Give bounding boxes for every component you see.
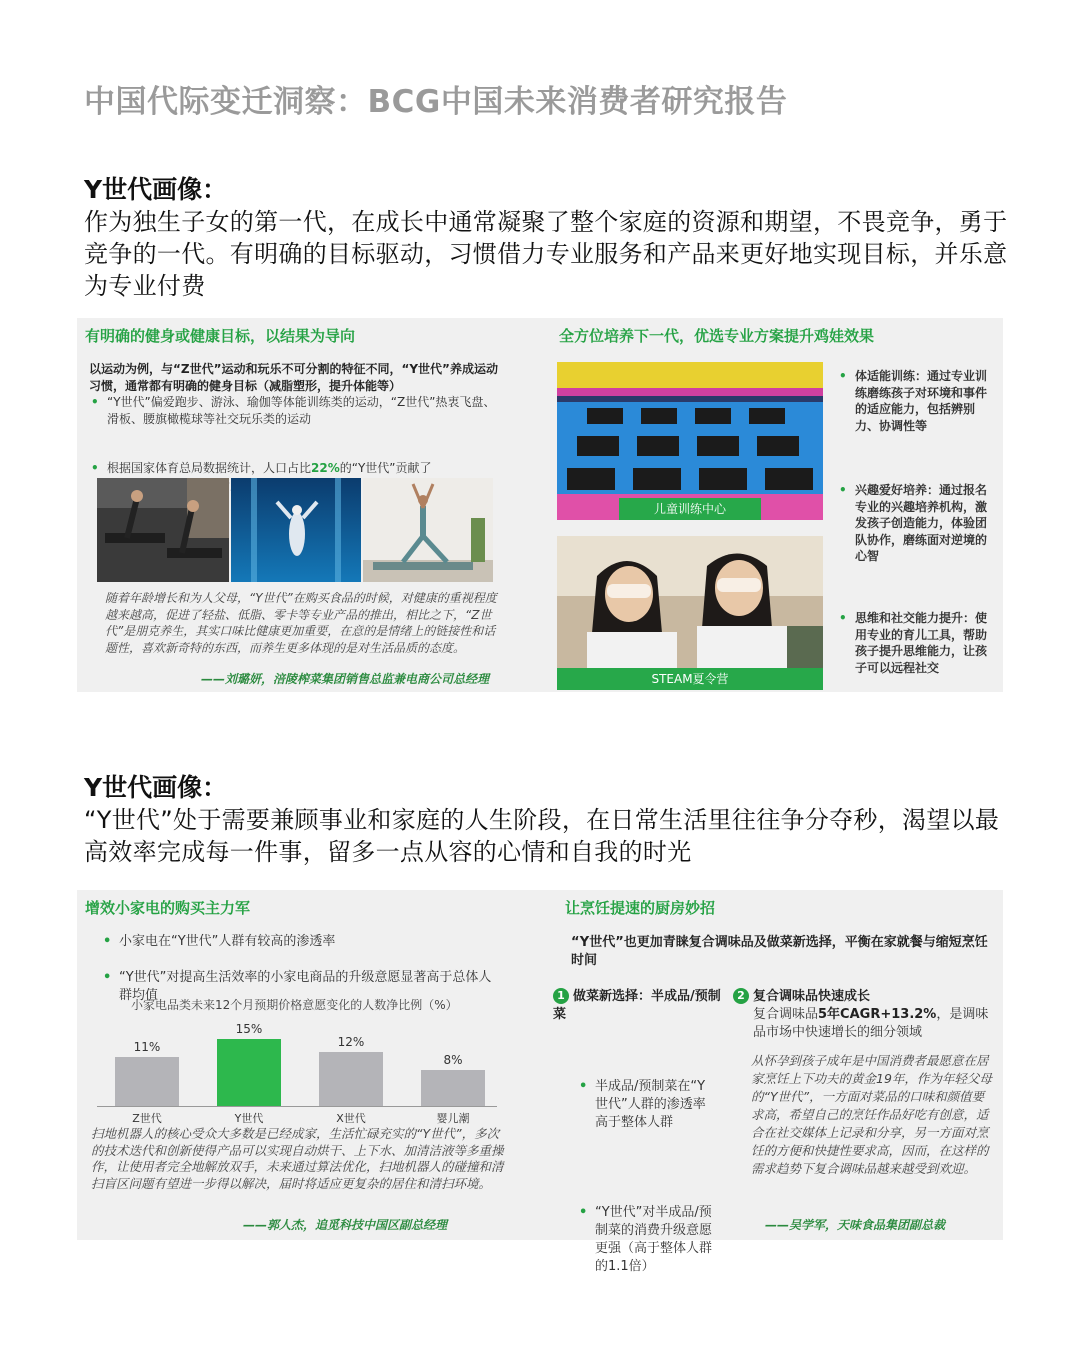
panel2-quote-author: ——郭人杰，追觅科技中国区副总经理 [243,1218,448,1232]
treadmill-photo [97,478,229,582]
steam-camp-photo [557,536,823,690]
item1-number-badge: 1 [553,988,569,1004]
panel2-bullet-1: • 小家电在“Y世代”人群有较高的渗透率 [97,933,497,951]
chart-bar-0 [115,1057,179,1107]
panel2-quote-2: 从怀孕到孩子成年是中国消费者最愿意在居家烹饪上下功夫的黄金19年，作为年轻父母的“Y世代”，一方面对菜品的口味和颜值要求高，希望自己的烹饪作品好吃有创意，适合在社交媒体上记录和分享，另一方面对烹饪的方便和快捷性要求高，因而，在这样的需求趋势下复合调味品越来越受到欢迎。 [751,1053,992,1176]
panel2-right-intro: “Y世代”也更加青睐复合调味品及做菜新选择，平衡在家就餐与缩短烹饪时间 [571,935,988,968]
bullet2-text-pre: 根据国家体育总局数据统计，人口占比 [107,461,312,475]
item1-bullet-2: • “Y世代”对半成品/预制菜的消费升级意愿更强（高于整体人群的1.1倍） [573,1204,713,1276]
chart-category-label-3: 婴儿潮 [436,1112,470,1125]
panel2-bullet-2: • “Y世代”对提高生活效率的小家电商品的升级意愿显著高于总体人群均值 [97,969,497,1005]
item1-title [553,988,723,1024]
panel1-left-intro: 以运动为例，与“Z世代”运动和玩乐不可分割的特征不同，“Y世代”养成运动习惯，通常都有明确的健身目标（减脂塑形，提升体能等） [89,362,498,393]
yoga-photo [363,478,493,582]
chart-category-label-1: Y世代 [234,1112,264,1125]
panel1-quote-author: ——刘璐妍，涪陵榨菜集团销售总监兼电商公司总经理 [201,672,490,686]
panel2-left-title: 增效小家电的购买主力军 [85,899,251,917]
appliance-price-chart [97,996,507,1126]
item1-bullet-1: • 半成品/预制菜在“Y世代”人群的渗透率高于整体人群 [573,1078,713,1132]
bullet2-highlight-22: 22% [311,461,340,475]
section2-header [84,772,1014,868]
panel1-right-bullet-1: • 体适能训练：通过专业训练磨练孩子对环境和事件的适应能力，包括辨别力、协调性等 [837,368,997,434]
section2-paragraph: “Y世代”处于需要兼顾事业和家庭的人生阶段，在日常生活里往往争分夺秒，渴望以最高效率完成每一件事，留多一点从容的心情和自我的时光 [84,806,1000,866]
item2-text-pre: 复合调味品 [753,1007,819,1022]
chart-bar-1 [217,1039,281,1107]
section2-heading: Y世代画像： [84,773,228,802]
panel2-right-title: 让烹饪提速的厨房妙招 [565,899,716,917]
panel1-quote: 随着年龄增长和为人父母，“Y世代”在购买食品的时候，对健康的重视程度越来越高，促进了轻盐、低脂、零卡等专业产品的推出，相比之下，“Z世代”是朋克养生，其实口味比健康更加重要，在意的是情绪上的链接性和话题性，喜欢新奇特的东西，而养生更多体现的是对生活品质的态度。 [105,591,497,655]
item2-text [753,1006,995,1042]
section1-heading: Y世代画像： [84,175,228,204]
chart-bar-3 [421,1070,485,1106]
chart-value-label-1: 15% [235,1021,263,1036]
panel1-right-title: 全方位培养下一代，优选专业方案提升鸡娃效果 [559,327,875,345]
page-title: 中国代际变迁洞察：BCG中国未来消费者研究报告 [84,84,788,120]
item2-title [733,988,993,1006]
chart-category-label-2: X世代 [336,1112,366,1125]
trampoline-photo [557,362,823,520]
item2-text-post: ，是调味品市场中快速增长的细分领域 [753,1007,989,1040]
item1-title-text: 做菜新选择：半成品/预制菜 [553,989,721,1022]
chart-title: 小家电品类未来12个月预期价格意愿变化的人数净比例（%） [131,998,458,1012]
section1-header [84,174,1014,302]
chart-category-label-0: Z世代 [132,1112,162,1125]
panel1-bullet-1: • “Y世代”偏爱跑步、游泳、瑜伽等体能训练类的运动，“Z世代”热衷飞盘、滑板、腰旗橄榄球等社交玩乐类的运动 [85,394,505,427]
swimmer-photo [231,478,361,582]
panel-efficiency [77,890,1003,1274]
photo1-label: 儿童训练中心 [619,498,761,520]
photo2-label: STEAM夏令营 [557,668,823,690]
chart-value-label-2: 12% [337,1035,365,1049]
section1-paragraph: 作为独生子女的第一代，在成长中通常凝聚了整个家庭的资源和期望，不畏竞争，勇于竞争的一代。有明确的目标驱动，习惯借力专业服务和产品来更好地实现目标，并乐意为专业付费 [84,208,1008,300]
panel1-right-bullet-2: • 兴趣爱好培养：通过报名专业的兴趣培养机构，激发孩子创造能力，体验团队协作，磨练面对逆境的心智 [837,482,997,565]
panel2-quote-2-author: ——吴学军，天味食品集团副总裁 [765,1218,946,1232]
chart-value-label-0: 11% [133,1039,161,1054]
item2-number-badge: 2 [733,988,749,1004]
item2-title-text: 复合调味品快速成长 [753,989,871,1004]
panel-fitness-parenting [77,318,1003,692]
item2-cagr-highlight: 5年CAGR+13.2% [818,1007,937,1022]
panel1-left-title: 有明确的健身或健康目标，以结果为导向 [85,327,356,345]
chart-baseline [97,1106,497,1107]
chart-value-label-3: 8% [443,1053,463,1067]
panel2-quote: 扫地机器人的核心受众大多数是已经成家，生活忙碌充实的“Y世代”，多次的技术迭代和创新使得产品可以实现自动烘干、上下水、加清洁液等多重操作，让使用者完全地解放双手，未来通过算法优化，扫地机器人的碰撞和清扫盲区问题有望进一步得以解决，届时将适应更复杂的居住和清扫环境。 [91,1126,504,1191]
chart-bar-2 [319,1052,383,1106]
bullet2-text-mid: 的“Y世代”贡献了 [339,461,432,475]
panel1-right-bullet-3: • 思维和社交能力提升：使用专业的育儿工具，帮助孩子提升思维能力，让孩子可以远程社交 [837,610,997,676]
